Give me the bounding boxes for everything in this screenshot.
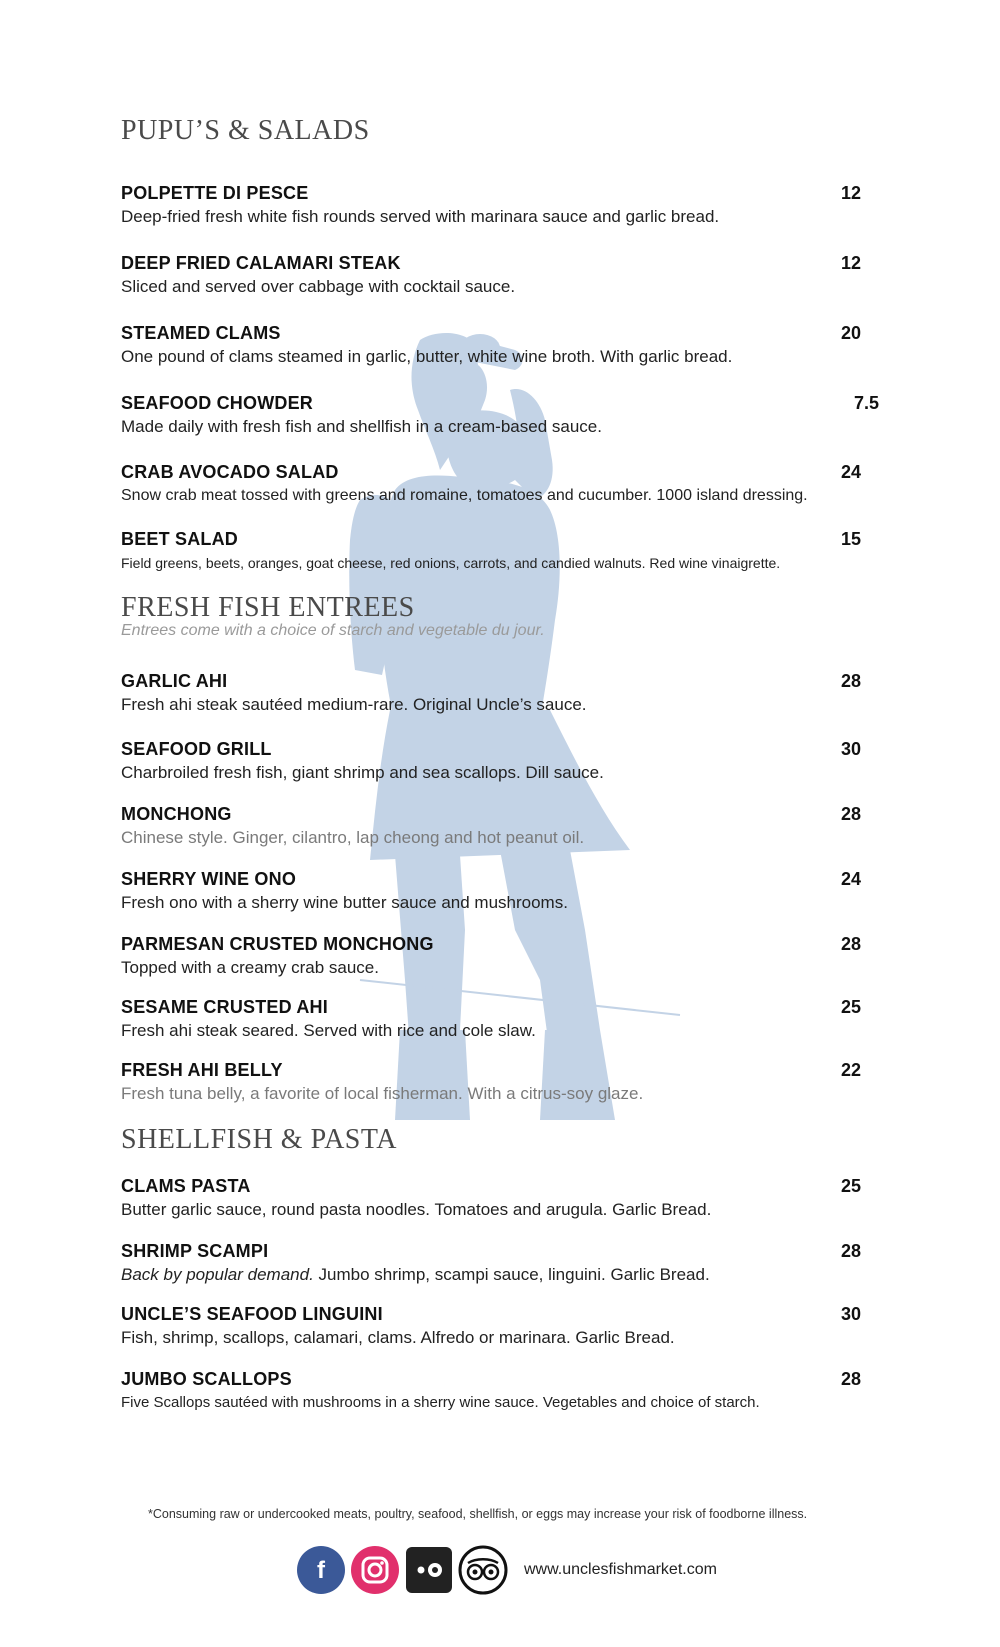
item-price: 20 bbox=[841, 323, 862, 343]
item-description: Fresh ahi steak sautéed medium-rare. Original Uncle’s sauce. bbox=[121, 695, 587, 714]
item-description: Topped with a creamy crab sauce. bbox=[121, 958, 379, 977]
item-price: 24 bbox=[841, 462, 862, 482]
item-price: 12 bbox=[841, 183, 862, 203]
item-description: Fresh ahi steak seared. Served with rice and cole slaw. bbox=[121, 1021, 536, 1040]
item-description: Snow crab meat tossed with greens and romaine, tomatoes and cucumber. 1000 island dressing. bbox=[121, 487, 808, 504]
item-description bbox=[121, 1264, 881, 1286]
item-name: PARMESAN CRUSTED MONCHONG bbox=[121, 934, 434, 954]
item-name: BEET SALAD bbox=[121, 529, 239, 549]
item-price: 28 bbox=[841, 804, 862, 824]
menu-item bbox=[121, 1175, 881, 1221]
section-title-fresh-fish: FRESH FISH ENTREES bbox=[121, 592, 415, 623]
item-price: 30 bbox=[841, 1304, 862, 1324]
menu-item bbox=[121, 1303, 881, 1349]
menu-item bbox=[121, 392, 881, 438]
item-name: POLPETTE DI PESCE bbox=[121, 183, 309, 203]
menu-item bbox=[121, 322, 881, 368]
menu-item bbox=[121, 1368, 881, 1414]
item-price: 30 bbox=[841, 739, 862, 759]
menu-item bbox=[121, 461, 881, 507]
item-name: JUMBO SCALLOPS bbox=[121, 1369, 292, 1389]
item-price: 28 bbox=[841, 1369, 862, 1389]
menu-item bbox=[121, 670, 881, 716]
item-price: 22 bbox=[841, 1060, 862, 1080]
menu-item bbox=[121, 1059, 881, 1105]
item-name: CLAMS PASTA bbox=[121, 1176, 251, 1196]
item-description: One pound of clams steamed in garlic, butter, white wine broth. With garlic bread. bbox=[121, 347, 733, 366]
item-description: Fresh tuna belly, a favorite of local fisherman. With a citrus-soy glaze. bbox=[121, 1084, 644, 1103]
item-price: 28 bbox=[841, 671, 862, 691]
item-price: 28 bbox=[841, 1241, 862, 1261]
item-name: SHRIMP SCAMPI bbox=[121, 1241, 269, 1261]
item-price: 15 bbox=[841, 529, 862, 549]
menu-item bbox=[121, 996, 881, 1042]
item-price: 12 bbox=[841, 253, 862, 273]
item-name: SESAME CRUSTED AHI bbox=[121, 997, 328, 1017]
item-price: 25 bbox=[841, 1176, 862, 1196]
item-price: 7.5 bbox=[854, 393, 880, 413]
item-price: 25 bbox=[841, 997, 862, 1017]
website-link[interactable]: www.unclesfishmarket.com bbox=[524, 1561, 717, 1578]
item-description-emphasis: Back by popular demand. bbox=[121, 1265, 314, 1284]
menu-item bbox=[121, 252, 881, 298]
item-price: 24 bbox=[841, 869, 862, 889]
svg-text:f: f bbox=[317, 1557, 325, 1584]
item-name: UNCLE’S SEAFOOD LINGUINI bbox=[121, 1304, 383, 1324]
menu-item bbox=[121, 1240, 881, 1286]
item-description: Fish, shrimp, scallops, calamari, clams. Alfredo or marinara. Garlic Bread. bbox=[121, 1328, 675, 1347]
food-safety-disclaimer: *Consuming raw or undercooked meats, poultry, seafood, shellfish, or eggs may increase your risk of foodborne illness. bbox=[148, 1507, 808, 1521]
item-description: Sliced and served over cabbage with cocktail sauce. bbox=[121, 277, 516, 296]
facebook-icon[interactable] bbox=[296, 1545, 346, 1595]
menu-item bbox=[121, 738, 881, 784]
item-description-text: Jumbo shrimp, scampi sauce, linguini. Garlic Bread. bbox=[313, 1265, 710, 1284]
item-name: SHERRY WINE ONO bbox=[121, 869, 297, 889]
item-name: SEAFOOD GRILL bbox=[121, 739, 272, 759]
menu-item bbox=[121, 803, 881, 849]
item-name: CRAB AVOCADO SALAD bbox=[121, 462, 339, 482]
item-name: FRESH AHI BELLY bbox=[121, 1060, 283, 1080]
section-title-pupus: PUPU’S & SALADS bbox=[121, 115, 370, 146]
item-description: Deep-fried fresh white fish rounds served with marinara sauce and garlic bread. bbox=[121, 207, 720, 226]
menu-item bbox=[121, 933, 881, 979]
social-links bbox=[296, 1545, 717, 1595]
item-price: 28 bbox=[841, 934, 862, 954]
item-description: Made daily with fresh fish and shellfish in a cream-based sauce. bbox=[121, 417, 602, 436]
item-name: DEEP FRIED CALAMARI STEAK bbox=[121, 253, 401, 273]
tripadvisor-icon[interactable] bbox=[458, 1545, 508, 1595]
item-name: MONCHONG bbox=[121, 804, 232, 824]
item-description: Butter garlic sauce, round pasta noodles. Tomatoes and arugula. Garlic Bread. bbox=[121, 1200, 712, 1219]
menu-item bbox=[121, 868, 881, 914]
menu-item bbox=[121, 182, 881, 228]
menu-item bbox=[121, 528, 881, 574]
section-note: Entrees come with a choice of starch and vegetable du jour. bbox=[121, 622, 545, 639]
item-description: Field greens, beets, oranges, goat cheese, red onions, carrots, and candied walnuts. Red wine vinaigrette. bbox=[121, 555, 781, 571]
section-title-shellfish: SHELLFISH & PASTA bbox=[121, 1124, 397, 1155]
item-description: Five Scallops sautéed with mushrooms in a sherry wine sauce. Vegetables and choice of starch. bbox=[121, 1394, 760, 1411]
flickr-icon[interactable] bbox=[404, 1545, 454, 1595]
item-name: GARLIC AHI bbox=[121, 671, 228, 691]
item-name: STEAMED CLAMS bbox=[121, 323, 281, 343]
item-description: Chinese style. Ginger, cilantro, lap cheong and hot peanut oil. bbox=[121, 828, 585, 847]
item-name: SEAFOOD CHOWDER bbox=[121, 393, 313, 413]
item-description: Fresh ono with a sherry wine butter sauce and mushrooms. bbox=[121, 893, 568, 912]
item-description: Charbroiled fresh fish, giant shrimp and sea scallops. Dill sauce. bbox=[121, 763, 604, 782]
instagram-icon[interactable] bbox=[350, 1545, 400, 1595]
